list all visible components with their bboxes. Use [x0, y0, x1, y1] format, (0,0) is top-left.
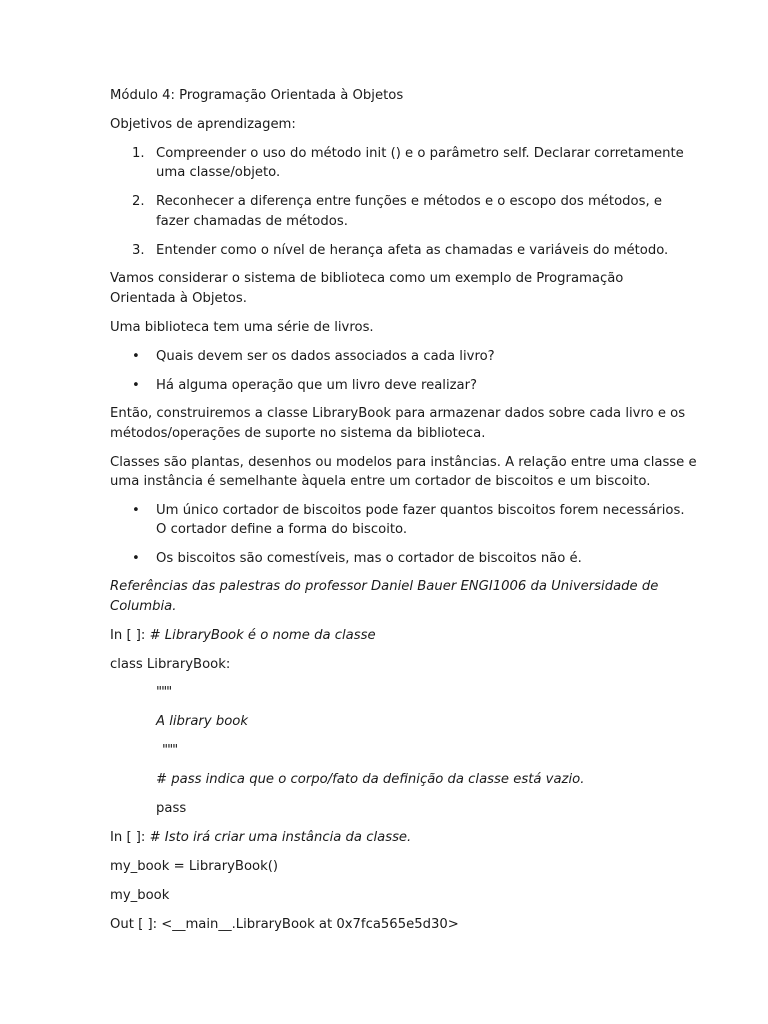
code-line: my_book = LibraryBook() — [110, 859, 279, 874]
code-docstring: A library book — [156, 714, 248, 729]
code-comment: # LibraryBook é o nome da classe — [149, 628, 376, 643]
list-text: Entender como o nível de herança afeta as chamadas e variáveis do método. — [156, 243, 669, 258]
input-prompt: In [ ]: — [110, 628, 150, 643]
page-title: Módulo 4: Programação Orientada à Objetos — [110, 88, 404, 103]
bullet-icon: • — [132, 349, 140, 364]
code-line: class LibraryBook: — [110, 657, 231, 672]
paragraph: uma instância é semelhante àquela entre um cortador de biscoitos e um biscoito. — [110, 474, 651, 489]
paragraph: Então, construiremos a classe LibraryBook para armazenar dados sobre cada livro e os — [110, 406, 686, 421]
code-docstring-quotes: """ — [156, 685, 172, 700]
code-line: my_book — [110, 888, 170, 903]
code-input-line — [110, 626, 376, 646]
code-comment: # Isto irá criar uma instância da classe. — [149, 830, 412, 845]
list-number: 2. — [132, 194, 145, 209]
bullet-icon: • — [132, 503, 140, 518]
list-number: 3. — [132, 243, 145, 258]
paragraph: Vamos considerar o sistema de biblioteca como um exemplo de Programação — [110, 271, 624, 286]
list-text: uma classe/objeto. — [156, 165, 281, 180]
code-output-line: Out [ ]: <__main__.LibraryBook at 0x7fca565e5d30> — [110, 917, 459, 932]
code-comment: # pass indica que o corpo/fato da definição da classe está vazio. — [156, 772, 585, 787]
code-docstring-quotes: """ — [162, 743, 178, 758]
reference-note: Referências das palestras do professor Daniel Bauer ENGI1006 da Universidade de — [110, 579, 659, 594]
reference-note: Columbia. — [110, 599, 177, 614]
list-text: Quais devem ser os dados associados a cada livro? — [156, 349, 495, 364]
list-number: 1. — [132, 146, 145, 161]
list-text: Reconhecer a diferença entre funções e métodos e o escopo dos métodos, e — [156, 194, 662, 209]
paragraph: Classes são plantas, desenhos ou modelos para instâncias. A relação entre uma classe e — [110, 455, 697, 470]
list-text: O cortador define a forma do biscoito. — [156, 522, 408, 537]
list-text: Os biscoitos são comestíveis, mas o cortador de biscoitos não é. — [156, 551, 582, 566]
list-text: Compreender o uso do método init () e o parâmetro self. Declarar corretamente — [156, 146, 684, 161]
list-text: Há alguma operação que um livro deve realizar? — [156, 378, 478, 393]
input-prompt: In [ ]: — [110, 830, 150, 845]
code-input-line — [110, 828, 411, 848]
bullet-icon: • — [132, 551, 140, 566]
paragraph: Uma biblioteca tem uma série de livros. — [110, 320, 374, 335]
paragraph: Orientada à Objetos. — [110, 291, 247, 306]
code-line: pass — [156, 801, 187, 816]
list-text: Um único cortador de biscoitos pode fazer quantos biscoitos forem necessários. — [156, 503, 685, 518]
list-text: fazer chamadas de métodos. — [156, 214, 348, 229]
objectives-heading: Objetivos de aprendizagem: — [110, 117, 296, 132]
paragraph: métodos/operações de suporte no sistema da biblioteca. — [110, 426, 486, 441]
bullet-icon: • — [132, 378, 140, 393]
